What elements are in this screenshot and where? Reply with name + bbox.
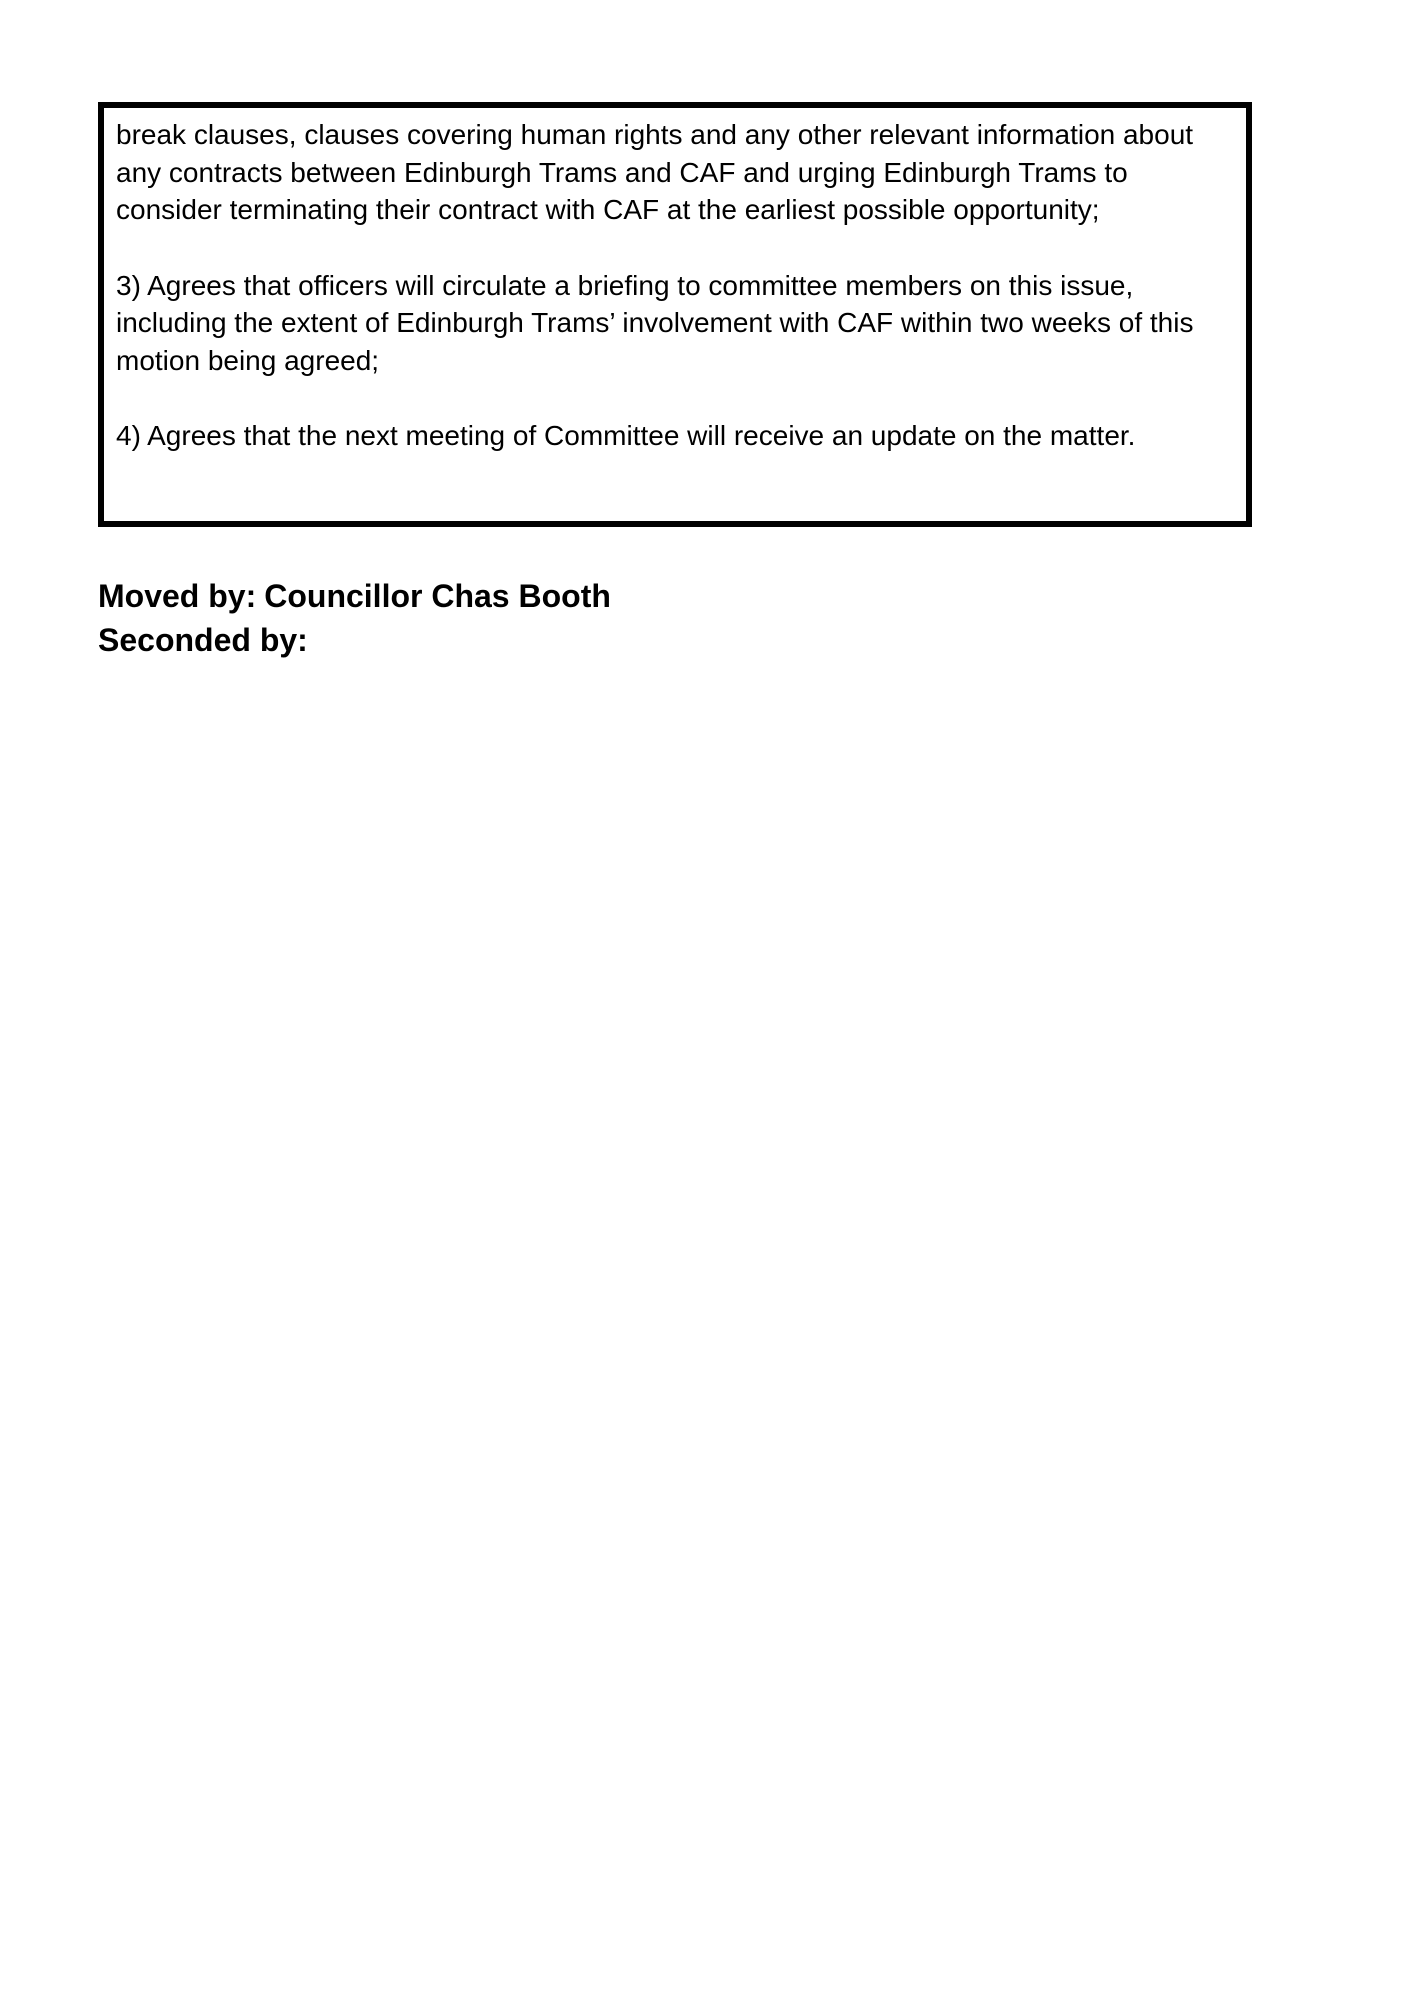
signatories-block [98,574,611,662]
motion-line: break clauses, clauses covering human rights and any other relevant information about [116,119,1194,150]
moved-by-label: Moved by: [98,578,257,614]
motion-paragraph-3 [116,267,1234,380]
motion-line: including the extent of Edinburgh Trams’ involvement with CAF within two weeks of this [116,307,1194,338]
motion-line: 3) Agrees that officers will circulate a briefing to committee members on this issue, [116,269,1134,301]
motion-line: 4) Agrees that the next meeting of Committee will receive an update on the matter. [116,420,1136,451]
moved-by-name: Councillor Chas Booth [264,578,611,614]
motion-line: any contracts between Edinburgh Trams and CAF and urging Edinburgh Trams to [116,156,1128,188]
motion-line: consider terminating their contract with CAF at the earliest possible opportunity; [116,194,1100,225]
seconded-by-row [98,618,611,662]
motion-paragraph-4 [116,417,1234,455]
motion-text-box [98,102,1252,527]
motion-line: motion being agreed; [116,344,380,376]
seconded-by-label: Seconded by: [98,622,308,658]
moved-by-row [98,574,611,618]
motion-paragraph-continuation [116,116,1234,229]
